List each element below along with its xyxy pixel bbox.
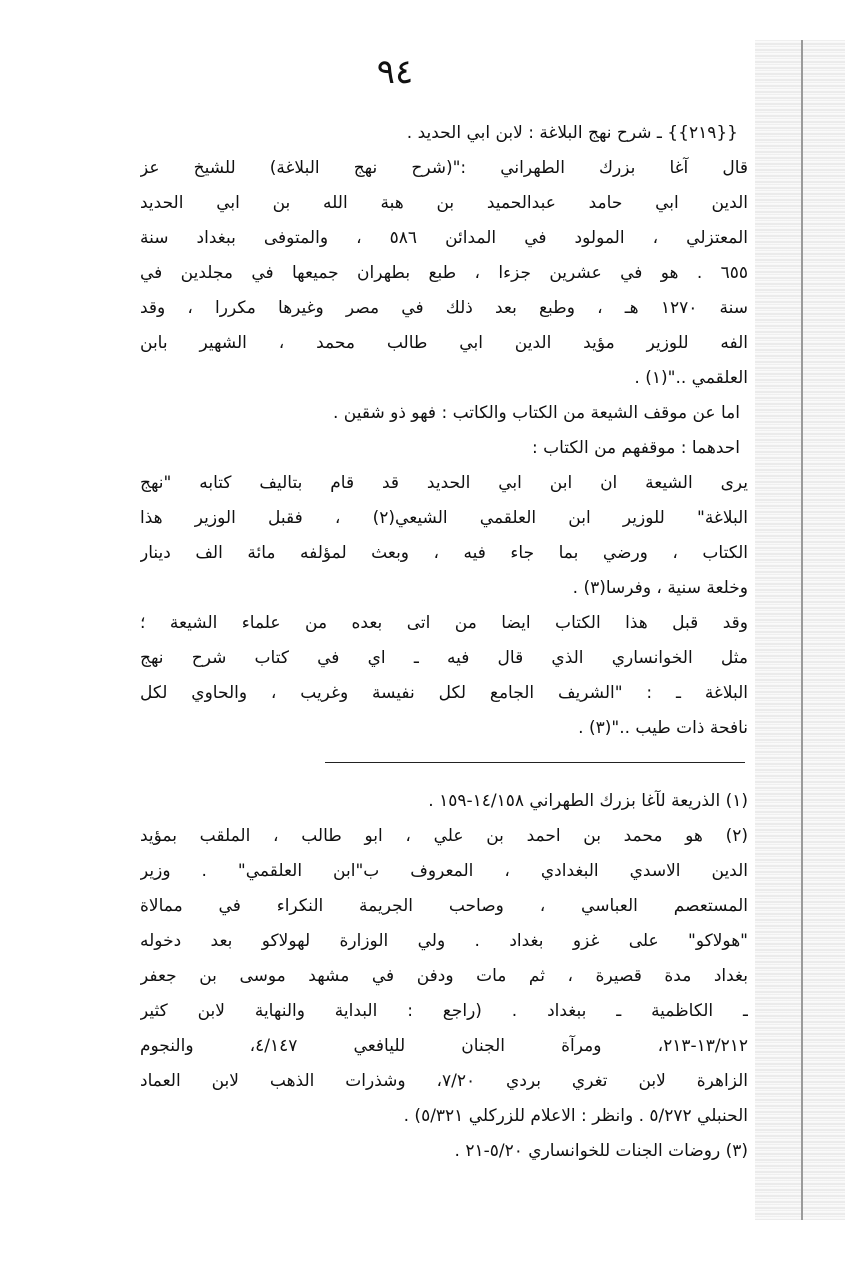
footnote-line: (٢) هو محمد بن احمد بن علي ، ابو طالب ، الملقب بمؤيد: [140, 826, 748, 846]
text-line: يرى الشيعة ان ابن ابي الحديد قد قام بتاليف كتابه "نهج: [140, 473, 748, 493]
text-line: العلقمي .."(١) .: [634, 368, 748, 388]
text-line: احدهما : موقفهم من الكتاب :: [531, 438, 740, 458]
page-number: ٩٤: [376, 52, 414, 92]
text-line: مثل الخوانساري الذي قال فيه ـ اي في كتاب شرح نهج: [140, 648, 748, 668]
heading-line: {{٢١٩}} ـ شرح نهج البلاغة : لابن ابي الحديد .: [406, 123, 738, 143]
footnote-line: ـ الكاظمية ـ ببغداد . (راجع : البداية والنهاية لابن كثير: [140, 1001, 748, 1021]
text-line: اما عن موقف الشيعة من الكتاب والكاتب : فهو ذو شقين .: [333, 403, 740, 423]
footnote-line: الدين الاسدي البغدادي ، المعروف ب"ابن العلقمي" . وزير: [140, 861, 748, 881]
text-line: البلاغة" للوزير ابن العلقمي الشيعي(٢) ، فقبل الوزير هذا: [140, 508, 748, 528]
footnote-line: الحنبلي ٥/٢٧٢ . وانظر : الاعلام للزركلي ٥/٣٢١) .: [403, 1106, 748, 1126]
footnotes: [140, 784, 748, 1169]
footnote-line: (١) الذريعة لآغا بزرك الطهراني ١٤/١٥٨-١٥٩ .: [428, 791, 748, 811]
text-line: سنة ١٢٧٠ هـ ، وطبع بعد ذلك في مصر وغيرها مكررا ، وقد: [140, 298, 748, 318]
text-line: وقد قبل هذا الكتاب ايضا من اتى بعده من علماء الشيعة ؛: [140, 613, 748, 633]
text-line: الفه للوزير مؤيد الدين ابي طالب محمد ، الشهير بابن: [140, 333, 748, 353]
text-line: الكتاب ، ورضي بما جاء فيه ، وبعث لمؤلفه مائة الف دينار: [140, 543, 748, 563]
text-line: البلاغة ـ : "الشريف الجامع لكل نفيسة وغريب ، والحاوي لكل: [140, 683, 748, 703]
footnote-line: الزاهرة لابن تغري بردي ٧/٢٠، وشذرات الذهب لابن العماد: [140, 1071, 748, 1091]
footnote-line: بغداد مدة قصيرة ، ثم مات ودفن في مشهد موسى بن جعفر: [140, 966, 748, 986]
text-line: ٦٥٥ . هو في عشرين جزءا ، طبع بطهران جميعها في مجلدين في: [140, 263, 748, 283]
footnote-separator: [325, 762, 745, 763]
main-text: [140, 116, 748, 746]
text-line: الدين ابي حامد عبدالحميد بن هبة الله بن ابي الحديد: [140, 193, 748, 213]
page-binding-line: [801, 40, 803, 1220]
text-line: المعتزلي ، المولود في المدائن ٥٨٦ ، والمتوفى ببغداد سنة: [140, 228, 748, 248]
footnote-line: (٣) روضات الجنات للخوانساري ٥/٢٠-٢١ .: [454, 1141, 748, 1161]
scanned-page-edge: [755, 40, 845, 1220]
footnote-line: المستعصم العباسي ، وصاحب الجريمة النكراء في ممالاة: [140, 896, 748, 916]
footnote-line: ١٣/٢١٢-٢١٣، ومرآة الجنان لليافعي ٤/١٤٧، والنجوم: [140, 1036, 748, 1056]
footnote-line: "هولاكو" على غزو بغداد . ولي الوزارة لهولاكو بعد دخوله: [140, 931, 748, 951]
text-line: وخلعة سنية ، وفرسا(٣) .: [572, 578, 748, 598]
text-line: قال آغا بزرك الطهراني :"(شرح نهج البلاغة) للشيخ عز: [140, 158, 748, 178]
text-line: نافحة ذات طيب .."(٣) .: [578, 718, 748, 738]
